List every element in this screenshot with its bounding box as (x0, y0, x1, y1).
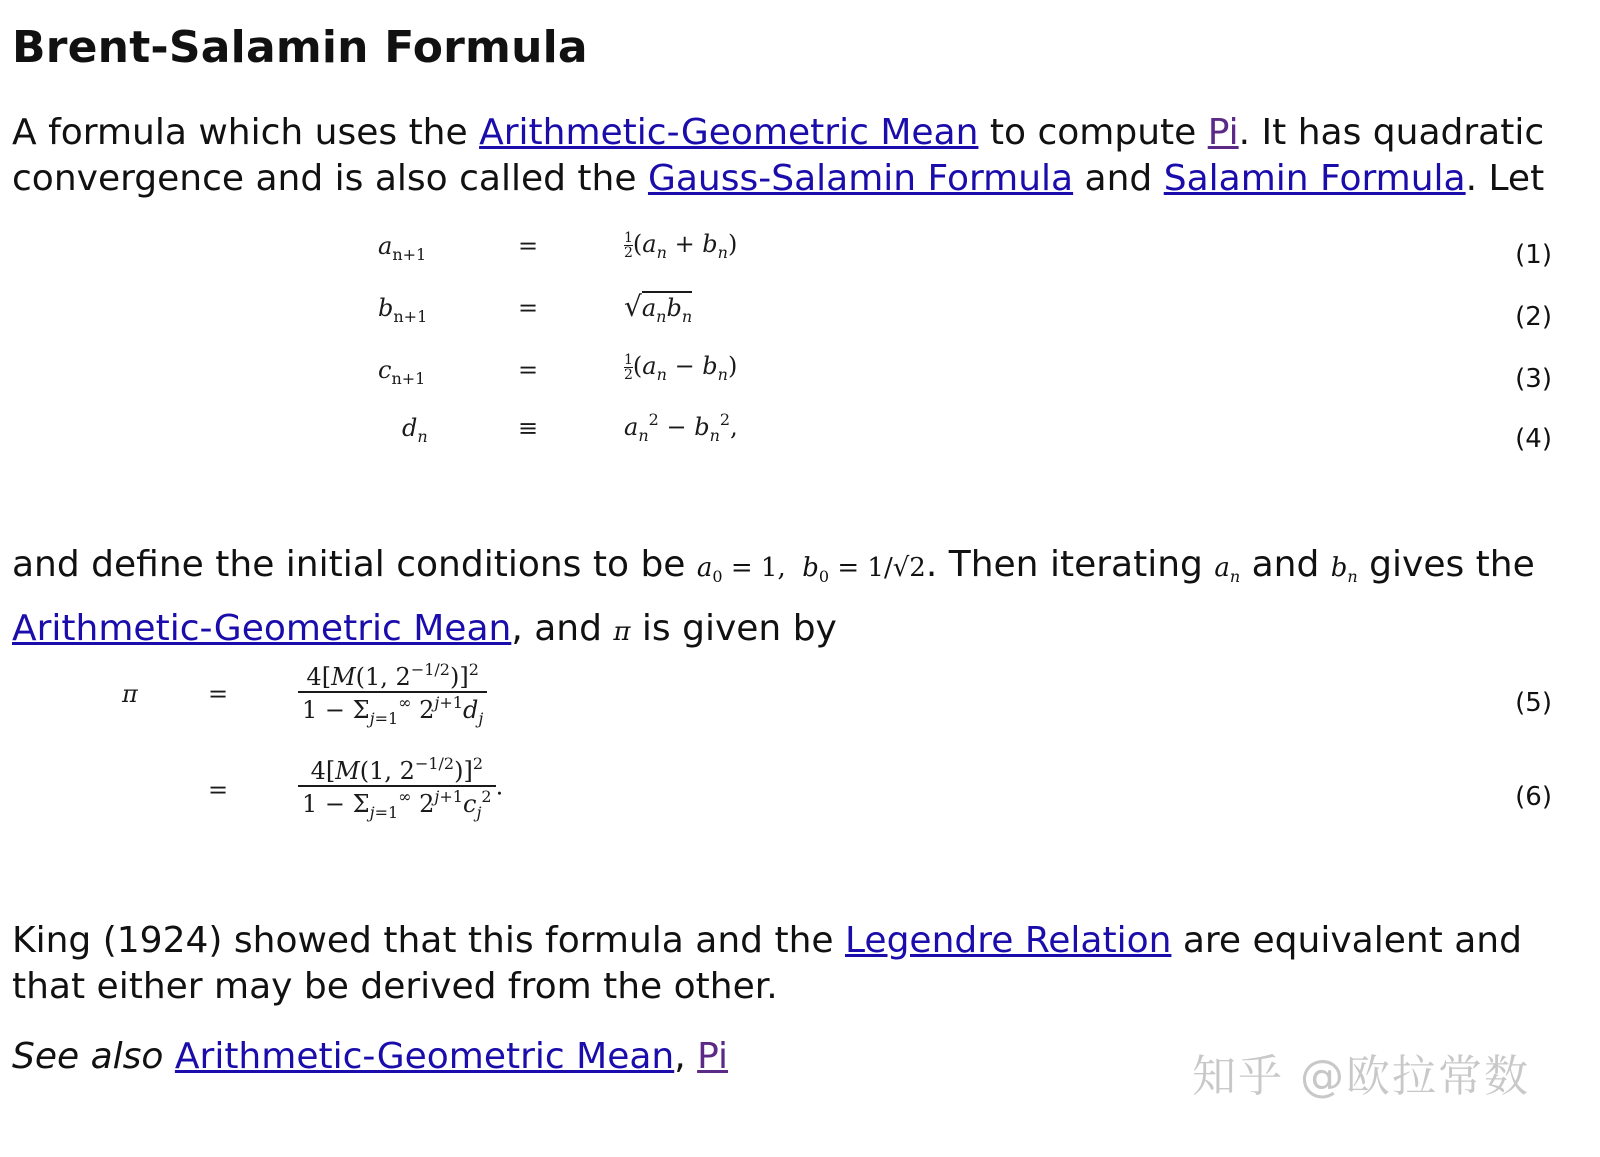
bn-math: $b_n$ (1330, 553, 1358, 586)
paragraph-text: and define the initial conditions to be (12, 544, 697, 585)
eq4-relation: ≡ (518, 414, 539, 442)
eq3-rhs: $\frac{1}{2}$ $(a_n - b_n)$ (624, 352, 738, 384)
eq4-rhs: $a_n^2 - b_n^2$, (624, 410, 738, 445)
eq2-number: (2) (1515, 302, 1552, 332)
eq4-lhs: $d_n$ (402, 414, 428, 446)
see-also-label: See also (12, 1036, 175, 1077)
paragraph-text: . Then iterating (925, 544, 1215, 585)
eq1-relation: = (518, 232, 539, 260)
king-line-2: that either may be derived from the other. (12, 966, 778, 1007)
intro-text: and (1073, 158, 1164, 199)
initial-conditions-paragraph (12, 542, 1535, 600)
see-also-pi-link[interactable]: Pi (697, 1036, 729, 1077)
intro-text: convergence and is also called the (12, 158, 648, 199)
intro-line-2 (12, 156, 1544, 202)
initial-a0-math: $a_0 = 1$, $b_0 = 1/√2$ (696, 553, 926, 586)
zhihu-watermark: 知乎 @欧拉常数 (1192, 1051, 1530, 1102)
eq5-lhs: π (122, 680, 138, 708)
eq6-relation: = (208, 776, 229, 804)
paragraph-text: is given by (630, 608, 837, 649)
paragraph-text: and (1240, 544, 1331, 585)
see-also-line (12, 1034, 728, 1080)
paragraph-text: , and (511, 608, 614, 649)
eq3-number: (3) (1515, 364, 1552, 394)
eq4-number: (4) (1515, 424, 1552, 454)
eq2-lhs: $b_{n+1}$ (378, 294, 428, 326)
agm-link-2[interactable]: Arithmetic-Geometric Mean (12, 608, 512, 649)
see-also-separator: , (674, 1036, 698, 1077)
king-paragraph (12, 918, 1522, 1010)
see-also-agm-link[interactable]: Arithmetic-Geometric Mean (174, 1036, 675, 1077)
intro-text: to compute (978, 112, 1208, 153)
intro-text: . It has quadratic (1238, 112, 1545, 153)
paragraph-text: gives the (1357, 544, 1535, 585)
agm-link[interactable]: Arithmetic-Geometric Mean (479, 112, 979, 153)
eq5-relation: = (208, 680, 229, 708)
eq5-rhs: $\frac{4[M(1, 2^{-1/2})]^2}{1 - \Sigma_{j=1}^\infty 2^{j+1}d_j}$ (298, 660, 487, 728)
eq1-lhs: $a_{n+1}$ (378, 232, 427, 264)
eq3-relation: = (518, 356, 539, 384)
eq1-number: (1) (1515, 240, 1552, 270)
intro-paragraph (12, 110, 1544, 202)
salamin-formula-link[interactable]: Salamin Formula (1163, 158, 1466, 199)
intro-text: . Let (1465, 158, 1545, 199)
eq6-rhs: $\frac{4[M(1, 2^{-1/2})]^2}{1 - \Sigma_{j=1}^\infty 2^{j+1}c_j^2}$ . (298, 754, 503, 822)
legendre-relation-link[interactable]: Legendre Relation (845, 920, 1172, 961)
pi-symbol-math: π (613, 617, 631, 647)
an-math: $a_n$ (1214, 553, 1241, 586)
paragraph-text: King (1924) showed that this formula and the (12, 920, 845, 961)
pi-link[interactable]: Pi (1207, 112, 1239, 153)
agm-line (12, 606, 837, 655)
eq1-rhs: $\frac{1}{2}$ $(a_n + b_n)$ (624, 230, 738, 262)
intro-line-1 (12, 110, 1544, 156)
king-line-1 (12, 918, 1522, 964)
eq6-number: (6) (1515, 782, 1552, 812)
eq2-rhs: $√a_nb_n$ (624, 290, 693, 326)
eq2-relation: = (518, 294, 539, 322)
page-title: Brent-Salamin Formula (12, 22, 588, 73)
eq5-number: (5) (1515, 688, 1552, 718)
paragraph-text: are equivalent and (1171, 920, 1522, 961)
gauss-salamin-link[interactable]: Gauss-Salamin Formula (647, 158, 1074, 199)
intro-text: A formula which uses the (12, 112, 480, 153)
eq3-lhs: $c_{n+1}$ (378, 356, 426, 388)
